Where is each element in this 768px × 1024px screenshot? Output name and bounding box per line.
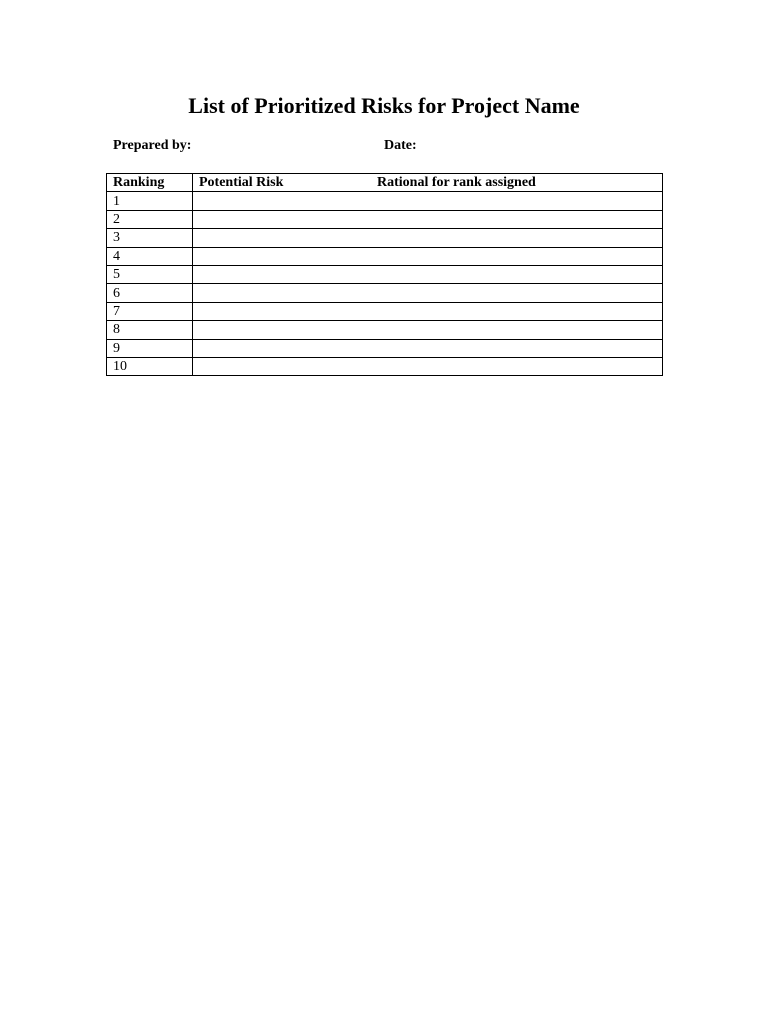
risk-entry-cell[interactable] xyxy=(193,302,663,320)
rank-cell: 9 xyxy=(107,339,193,357)
table-row xyxy=(107,357,663,375)
risk-rationale-header xyxy=(193,174,663,192)
risk-entry-cell[interactable] xyxy=(193,247,663,265)
risk-entry-cell[interactable] xyxy=(193,339,663,357)
table-row xyxy=(107,229,663,247)
rank-cell: 8 xyxy=(107,321,193,339)
risk-table xyxy=(106,173,663,376)
table-row xyxy=(107,265,663,283)
rank-cell: 4 xyxy=(107,247,193,265)
rank-cell: 10 xyxy=(107,357,193,375)
rank-cell: 5 xyxy=(107,265,193,283)
page-title: List of Prioritized Risks for Project Name xyxy=(188,93,580,118)
potential-risk-header: Potential Risk xyxy=(199,175,284,190)
risk-entry-cell[interactable] xyxy=(193,357,663,375)
table-row xyxy=(107,192,663,210)
ranking-header: Ranking xyxy=(107,174,193,192)
table-row xyxy=(107,321,663,339)
risk-entry-cell[interactable] xyxy=(193,321,663,339)
rank-cell: 3 xyxy=(107,229,193,247)
table-row xyxy=(107,339,663,357)
prepared-by-label: Prepared by: xyxy=(113,138,192,153)
rank-cell: 6 xyxy=(107,284,193,302)
date-label: Date: xyxy=(384,138,417,153)
risk-entry-cell[interactable] xyxy=(193,210,663,228)
risk-entry-cell[interactable] xyxy=(193,192,663,210)
risk-entry-cell[interactable] xyxy=(193,229,663,247)
rationale-header: Rational for rank assigned xyxy=(377,175,536,190)
table-row xyxy=(107,210,663,228)
table-header-row xyxy=(107,174,663,192)
table-row xyxy=(107,247,663,265)
table-row xyxy=(107,302,663,320)
rank-cell: 1 xyxy=(107,192,193,210)
table-row xyxy=(107,284,663,302)
risk-table-body xyxy=(107,192,663,376)
rank-cell: 7 xyxy=(107,302,193,320)
risk-entry-cell[interactable] xyxy=(193,284,663,302)
risk-entry-cell[interactable] xyxy=(193,265,663,283)
rank-cell: 2 xyxy=(107,210,193,228)
